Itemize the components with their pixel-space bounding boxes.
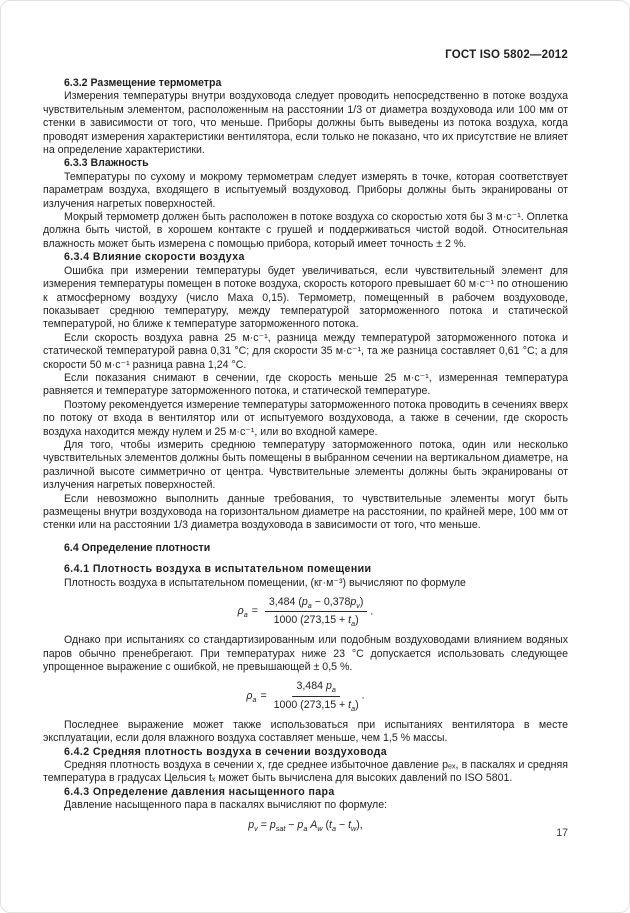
paragraph: Последнее выражение может также использоваться при испытаниях вентилятора в месте эксплуатации, если доля влажного воздуха составляет меньше, чем 1,5 % массы. [43, 718, 568, 745]
paragraph: Давление насыщенного пара в паскалях вычисляют по формуле: [64, 799, 388, 812]
formula-density-humid-air [43, 596, 568, 627]
formula-lhs: $\rho_a$ [246, 689, 257, 704]
equals-sign: = [260, 689, 267, 702]
section-heading-6-3-4: 6.3.4 Влияние скорости воздуха [64, 251, 245, 264]
numerator: 3,484 $(p_a - 0,378p_v)$ [265, 596, 368, 612]
paragraph: Если скорость воздуха равна 25 м·с⁻¹, разница между температурой заторможенного потока и статической температурой равна 0,31 °С; для скорости 35 м·с⁻¹, та же разница составляет 0,61 °С; а для скорости 50 м·с⁻¹ разница равна 1,24 °С. [43, 331, 568, 371]
denominator: 1000 $(273,15 + t_a)$ [273, 698, 359, 713]
formula-punctuation: . [361, 689, 365, 702]
equals-sign: = [251, 605, 258, 618]
paragraph: Ошибка при измерении температуры будет увеличиваться, если чувствительный элемент для измерения температуры помещен в потоке воздуха, скорость которого превышает 60 м·с⁻¹ по отношению к атмосферному воздуху (число Маха 0,15). Термометр, помещенный в рабочем воздуховоде, показывает среднюю температуру, между температурой заторможенного потока и статической температурой, но ближе к температуре заторможенного потока. [43, 264, 568, 331]
section-heading-6-4: 6.4 Определение плотности [64, 541, 211, 554]
section-heading-6-4-3: 6.4.3 Определение давления насыщенного пара [64, 785, 335, 798]
paragraph: Для того, чтобы измерить среднюю температуру заторможенного потока, один или несколько чувствительных элементов должны быть помещены в выбранном сечении на вертикальном диаметре, на различной высоте симметрично от центра. Чувствительные элементы должны быть экранированы от излучения нагретых поверхностей. [43, 438, 568, 492]
paragraph: Мокрый термометр должен быть расположен в потоке воздуха со скоростью хотя бы 3 м·с⁻¹. Оплетка должна быть чистой, в хорошем контакте с грушей и поддерживаться чистой водой. Относительная влажность может быть измерена с помощью прибора, который имеет точность ± 2 %. [43, 211, 568, 250]
denominator: 1000 $(273,15 + t_a)$ [273, 614, 359, 629]
section-heading-6-4-1: 6.4.1 Плотность воздуха в испытательном помещении [64, 563, 372, 576]
section-heading-6-4-2: 6.4.2 Средняя плотность воздуха в сечении воздуховода [64, 745, 388, 758]
paragraph: Средняя плотность воздуха в сечении x, где среднее избыточное давление pₑₓ, в паскалях и средняя температура в градусах Цельсия tₓ может быть вычислена для высоких давлений по ISO 5801. [43, 758, 568, 785]
numerator: 3,484 $p_a$ [292, 680, 339, 696]
fraction [265, 596, 368, 627]
paragraph: Однако при испытаниях со стандартизированным или подобным воздуховодами влиянием водяных паров обычно пренебрегают. При температурах ниже 23 °С допускается использовать следующее упрощенное выражение с ошибкой, не превышающей ± 0,5 %. [43, 634, 568, 674]
formula-punctuation: . [370, 605, 374, 618]
paragraph: Температуры по сухому и мокрому термометрам следует измерять в точке, которая соответствует параметрам воздуха, входящего в испытуемый воздуховод. Приборы должны быть экранированы от излучения нагретых поверхностей. [43, 170, 568, 210]
page-number: 17 [556, 827, 568, 839]
formula-lhs: $\rho_a$ [237, 605, 248, 620]
formula-saturated-vapour-pressure [43, 819, 568, 832]
paragraph: Поэтому рекомендуется измерение температуры заторможенного потока проводить в сечениях вверх по потоку от входа в вентилятор или от испытуемого воздуховода, а также в сечении, где скорость воздуха находится между нулем и 25 м·с⁻¹, или во входной камере. [43, 398, 568, 438]
paragraph: Если невозможно выполнить данные требования, то чувствительные элементы могут быть размещены внутри воздуховода на горизонтальном диаметре на расстоянии, по крайней мере, 100 мм от стенки или на расстоянии 1/3 диаметра воздуховода в зависимости от того, что меньше. [43, 492, 568, 532]
fraction [274, 680, 359, 711]
document-body [43, 77, 568, 832]
document-title: ГОСТ ISO 5802—2012 [445, 49, 568, 61]
formula-density-simplified [43, 680, 568, 711]
section-heading-6-3-3: 6.3.3 Влажность [64, 157, 149, 170]
paragraph: Если показания снимают в сечении, где скорость меньше 25 м·с⁻¹, измеренная температура равняется и температуре заторможенного потока, и статической температуре. [43, 371, 568, 398]
paragraph: Измерения температуры внутри воздуховода следует проводить непосредственно в потоке воздуха чувствительным элементом, расположенным на расстоянии 1/3 от диаметра воздуховода или 100 мм от стенки в зависимости от того, что меньше. Приборы должны быть выведены из потока воздуха, когда проводят измерения характеристики вентилятора, если только не показано, что их присутствие не влияет на определение характеристики. [43, 90, 568, 157]
formula-line: $p_v = p_{sat} - p_a$ $A_w$ $(t_a - t_w)$, [248, 818, 363, 833]
section-heading-6-3-2: 6.3.2 Размещение термометра [64, 77, 222, 89]
paragraph: Плотность воздуха в испытательном помещении, (кг·м⁻³) вычисляют по формуле [64, 576, 466, 589]
